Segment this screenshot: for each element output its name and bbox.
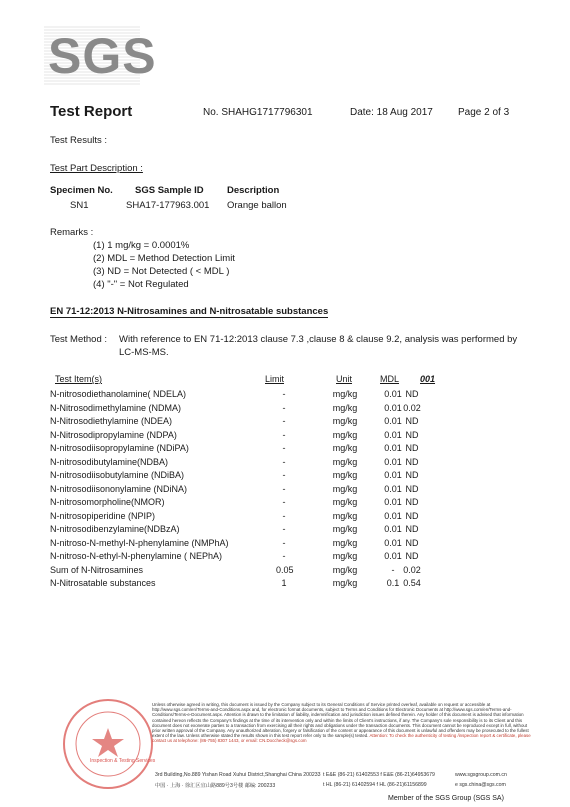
unit-value: mg/kg <box>332 416 358 426</box>
test-item-name: N-nitrosomorpholine(NMOR) <box>50 497 165 507</box>
test-item-name: N-nitrosodiethanolamine( NDELA) <box>50 389 187 399</box>
mdl-value: 0.01 <box>384 402 402 413</box>
tel-en: t E&E (86-21) 61402553 f E&E (86-21)64953679 <box>323 772 435 778</box>
result-001-value: ND <box>405 510 419 521</box>
limit-value: - <box>282 416 286 426</box>
table-row <box>0 497 570 511</box>
report-number: No. SHAHG1717796301 <box>203 107 313 118</box>
mdl-value: 0.01 <box>384 497 402 507</box>
specimen-no: SN1 <box>70 200 89 211</box>
table-row <box>0 430 570 444</box>
table-row <box>0 511 570 525</box>
limit-value: - <box>282 429 286 440</box>
unit-value: mg/kg <box>332 456 358 467</box>
unit-value: mg/kg <box>332 402 358 413</box>
limit-value: - <box>282 483 286 494</box>
result-001-value: ND <box>405 456 419 467</box>
fine-print-body: Unless otherwise agreed in writing, this document is issued by the Company subject to its General Conditions of Service printed overleaf, available on request or accessible at http://www.sgs.com/en/Terms-and-Conditions.aspx and, for electronic format documents, subject to Terms and Conditions for Electronic Documents at http://www.sgs.com/en/Terms-and-Conditions/Terms-e-Document.aspx. Attention is drawn to the limitation of liability, indemnification and jurisdiction issues defined therein. Any holder of this document is advised that information contained hereon reflects the Company's findings at the time of its intervention only and within the limits of Client's instructions, if any. The Company's sole responsibility is to its Client and this document does not exonerate parties to a transaction from exercising all their rights and obligations under the transaction documents. This document cannot be reproduced except in full, without prior written approval of the Company. Any unauthorized alteration, forgery or falsification of the content or appearance of this document is unlawful and offenders may be prosecuted to the fullest extent of the law. Unless otherwise stated the results shown in this test report refer only to the sample(s) tested. <box>152 702 529 739</box>
result-001-value: 0.54 <box>403 578 421 588</box>
col-unit: Unit <box>336 374 353 384</box>
specimen-header-id: SGS Sample ID <box>135 185 204 196</box>
mdl-value: 0.01 <box>384 429 402 440</box>
mdl-value: 0.01 <box>384 483 402 494</box>
sgs-logo-text: SGS <box>48 28 157 84</box>
page-number: Page 2 of 3 <box>458 107 510 118</box>
limit-value: - <box>282 402 286 413</box>
table-row <box>0 538 570 552</box>
test-part-description-label: Test Part Description : <box>50 163 143 174</box>
stamp-text: Inspection & Testing Services <box>90 758 156 764</box>
results-header-row <box>0 374 570 388</box>
limit-value: - <box>282 389 286 399</box>
limit-value: - <box>282 551 286 561</box>
limit-value: - <box>282 456 286 467</box>
tel-cn: t HL (86-21) 61402594 f HL (86-21)61156899 <box>323 782 427 788</box>
table-row <box>0 403 570 417</box>
test-item-name: N-nitrosodibenzylamine(NDBzA) <box>50 524 180 534</box>
unit-value: mg/kg <box>332 483 358 494</box>
unit-value: mg/kg <box>332 470 358 480</box>
test-item-name: N-nitroso-N-ethyl-N-phenylamine ( NEPhA) <box>50 551 223 561</box>
test-item-name: N-Nitrosodiethylamine (NDEA) <box>50 416 173 426</box>
col-limit: Limit <box>265 374 285 384</box>
sample-id: SHA17-177963.001 <box>126 200 210 211</box>
mdl-value: 0.01 <box>384 510 402 521</box>
result-001-value: ND <box>405 429 419 440</box>
test-item-name: N-Nitrosatable substances <box>50 578 156 588</box>
inspection-stamp <box>58 694 158 794</box>
remark-item: (3) ND = Not Detected ( < MDL ) <box>93 266 230 277</box>
report-date: Date: 18 Aug 2017 <box>350 107 433 118</box>
unit-value: mg/kg <box>332 497 358 507</box>
unit-value: mg/kg <box>332 429 358 440</box>
limit-value: - <box>282 497 286 507</box>
unit-value: mg/kg <box>332 564 358 575</box>
specimen-header-no: Specimen No. <box>50 185 113 196</box>
result-001-value: ND <box>405 551 419 561</box>
col-sample-001: 001 <box>420 374 436 384</box>
table-row <box>0 551 570 565</box>
limit-value: - <box>282 470 286 480</box>
mdl-value: 0.1 <box>386 578 400 588</box>
mdl-value: 0.01 <box>384 443 402 453</box>
unit-value: mg/kg <box>332 389 358 399</box>
limit-value: - <box>282 443 286 453</box>
table-row <box>0 457 570 471</box>
fine-print-attention: Attention: To check the authenticity of testing /inspection report & certificate, please contact us at telephone: (86-755) 8307 1443, or email: CN.Doccheck@sgs.com <box>152 733 531 744</box>
table-row <box>0 578 570 592</box>
report-title: Test Report <box>50 103 133 120</box>
test-item-name: N-nitrosodiisopropylamine (NDiPA) <box>50 443 189 453</box>
test-item-name: N-nitrosodiisononylamine (NDiNA) <box>50 483 188 494</box>
email[interactable]: e sgs.china@sgs.com <box>455 782 506 788</box>
result-001-value: ND <box>405 537 419 548</box>
test-method-text: With reference to EN 71-12:2013 clause 7.3 ,clause 8 & clause 9.2, analysis was performed by <box>119 334 518 345</box>
remark-item: (4) "-" = Not Regulated <box>93 279 189 290</box>
result-001-value: ND <box>405 443 419 453</box>
table-row <box>0 524 570 538</box>
table-row <box>0 470 570 484</box>
mdl-value: 0.01 <box>384 416 402 426</box>
table-row <box>0 443 570 457</box>
remarks-label: Remarks : <box>50 227 94 238</box>
remark-item: (2) MDL = Method Detection Limit <box>93 253 235 264</box>
member-note: Member of the SGS Group (SGS SA) <box>388 795 504 802</box>
remark-item: (1) 1 mg/kg = 0.0001% <box>93 240 190 251</box>
limit-value: 0.05 <box>276 564 294 575</box>
mdl-value: 0.01 <box>384 537 402 548</box>
result-001-value: ND <box>405 497 419 507</box>
address-cn: 中国 · 上海 · 徐汇区宜山路889号3号楼 邮编: 200233 <box>155 783 276 789</box>
test-item-name: N-nitrosodiisobutylamine (NDiBA) <box>50 470 185 480</box>
fine-print <box>152 702 532 744</box>
result-001-value: ND <box>405 389 419 399</box>
result-001-value: ND <box>405 470 419 480</box>
result-001-value: 0.02 <box>403 564 421 575</box>
result-001-value: 0.02 <box>403 402 421 413</box>
result-001-value: ND <box>405 483 419 494</box>
limit-value: 1 <box>281 578 287 588</box>
test-method-text-cont: LC-MS-MS. <box>119 347 169 358</box>
address-en: 3rd Building,No.889 Yishan Road Xuhui District,Shanghai China 200233 <box>155 772 321 778</box>
test-item-name: N-nitrosodibutylamine(NDBA) <box>50 456 169 467</box>
test-item-name: Sum of N-Nitrosamines <box>50 564 144 575</box>
mdl-value: 0.01 <box>384 551 402 561</box>
unit-value: mg/kg <box>332 524 358 534</box>
mdl-value: 0.01 <box>384 470 402 480</box>
mdl-value: 0.01 <box>384 389 402 399</box>
sample-description: Orange ballon <box>227 200 287 211</box>
test-results-label: Test Results : <box>50 135 108 146</box>
test-item-name: N-nitrosopiperidine (NPIP) <box>50 510 156 521</box>
standard-title: EN 71-12:2013 N-Nitrosamines and N-nitrosatable substances <box>50 306 329 317</box>
mdl-value: 0.01 <box>384 456 402 467</box>
mdl-value: - <box>391 564 395 575</box>
unit-value: mg/kg <box>332 551 358 561</box>
table-row <box>0 416 570 430</box>
test-item-name: N-nitroso-N-methyl-N-phenylamine (NMPhA) <box>50 537 229 548</box>
col-mdl: MDL <box>380 374 400 384</box>
specimen-header-desc: Description <box>227 185 280 196</box>
sgs-logo <box>44 26 157 86</box>
unit-value: mg/kg <box>332 537 358 548</box>
table-row <box>0 565 570 579</box>
col-test-items: Test Item(s) <box>55 374 103 384</box>
test-item-name: N-Nitrosodimethylamine (NDMA) <box>50 402 182 413</box>
test-item-name: N-Nitrosodipropylamine (NDPA) <box>50 429 177 440</box>
limit-value: - <box>282 537 286 548</box>
unit-value: mg/kg <box>332 578 358 588</box>
result-001-value: ND <box>405 416 419 426</box>
test-method-label: Test Method : <box>50 334 108 345</box>
table-row <box>0 484 570 498</box>
website[interactable]: www.sgsgroup.com.cn <box>455 772 507 778</box>
result-001-value: ND <box>405 524 419 534</box>
table-row <box>0 389 570 403</box>
limit-value: - <box>282 510 286 521</box>
unit-value: mg/kg <box>332 510 358 521</box>
mdl-value: 0.01 <box>384 524 402 534</box>
limit-value: - <box>282 524 286 534</box>
unit-value: mg/kg <box>332 443 358 453</box>
